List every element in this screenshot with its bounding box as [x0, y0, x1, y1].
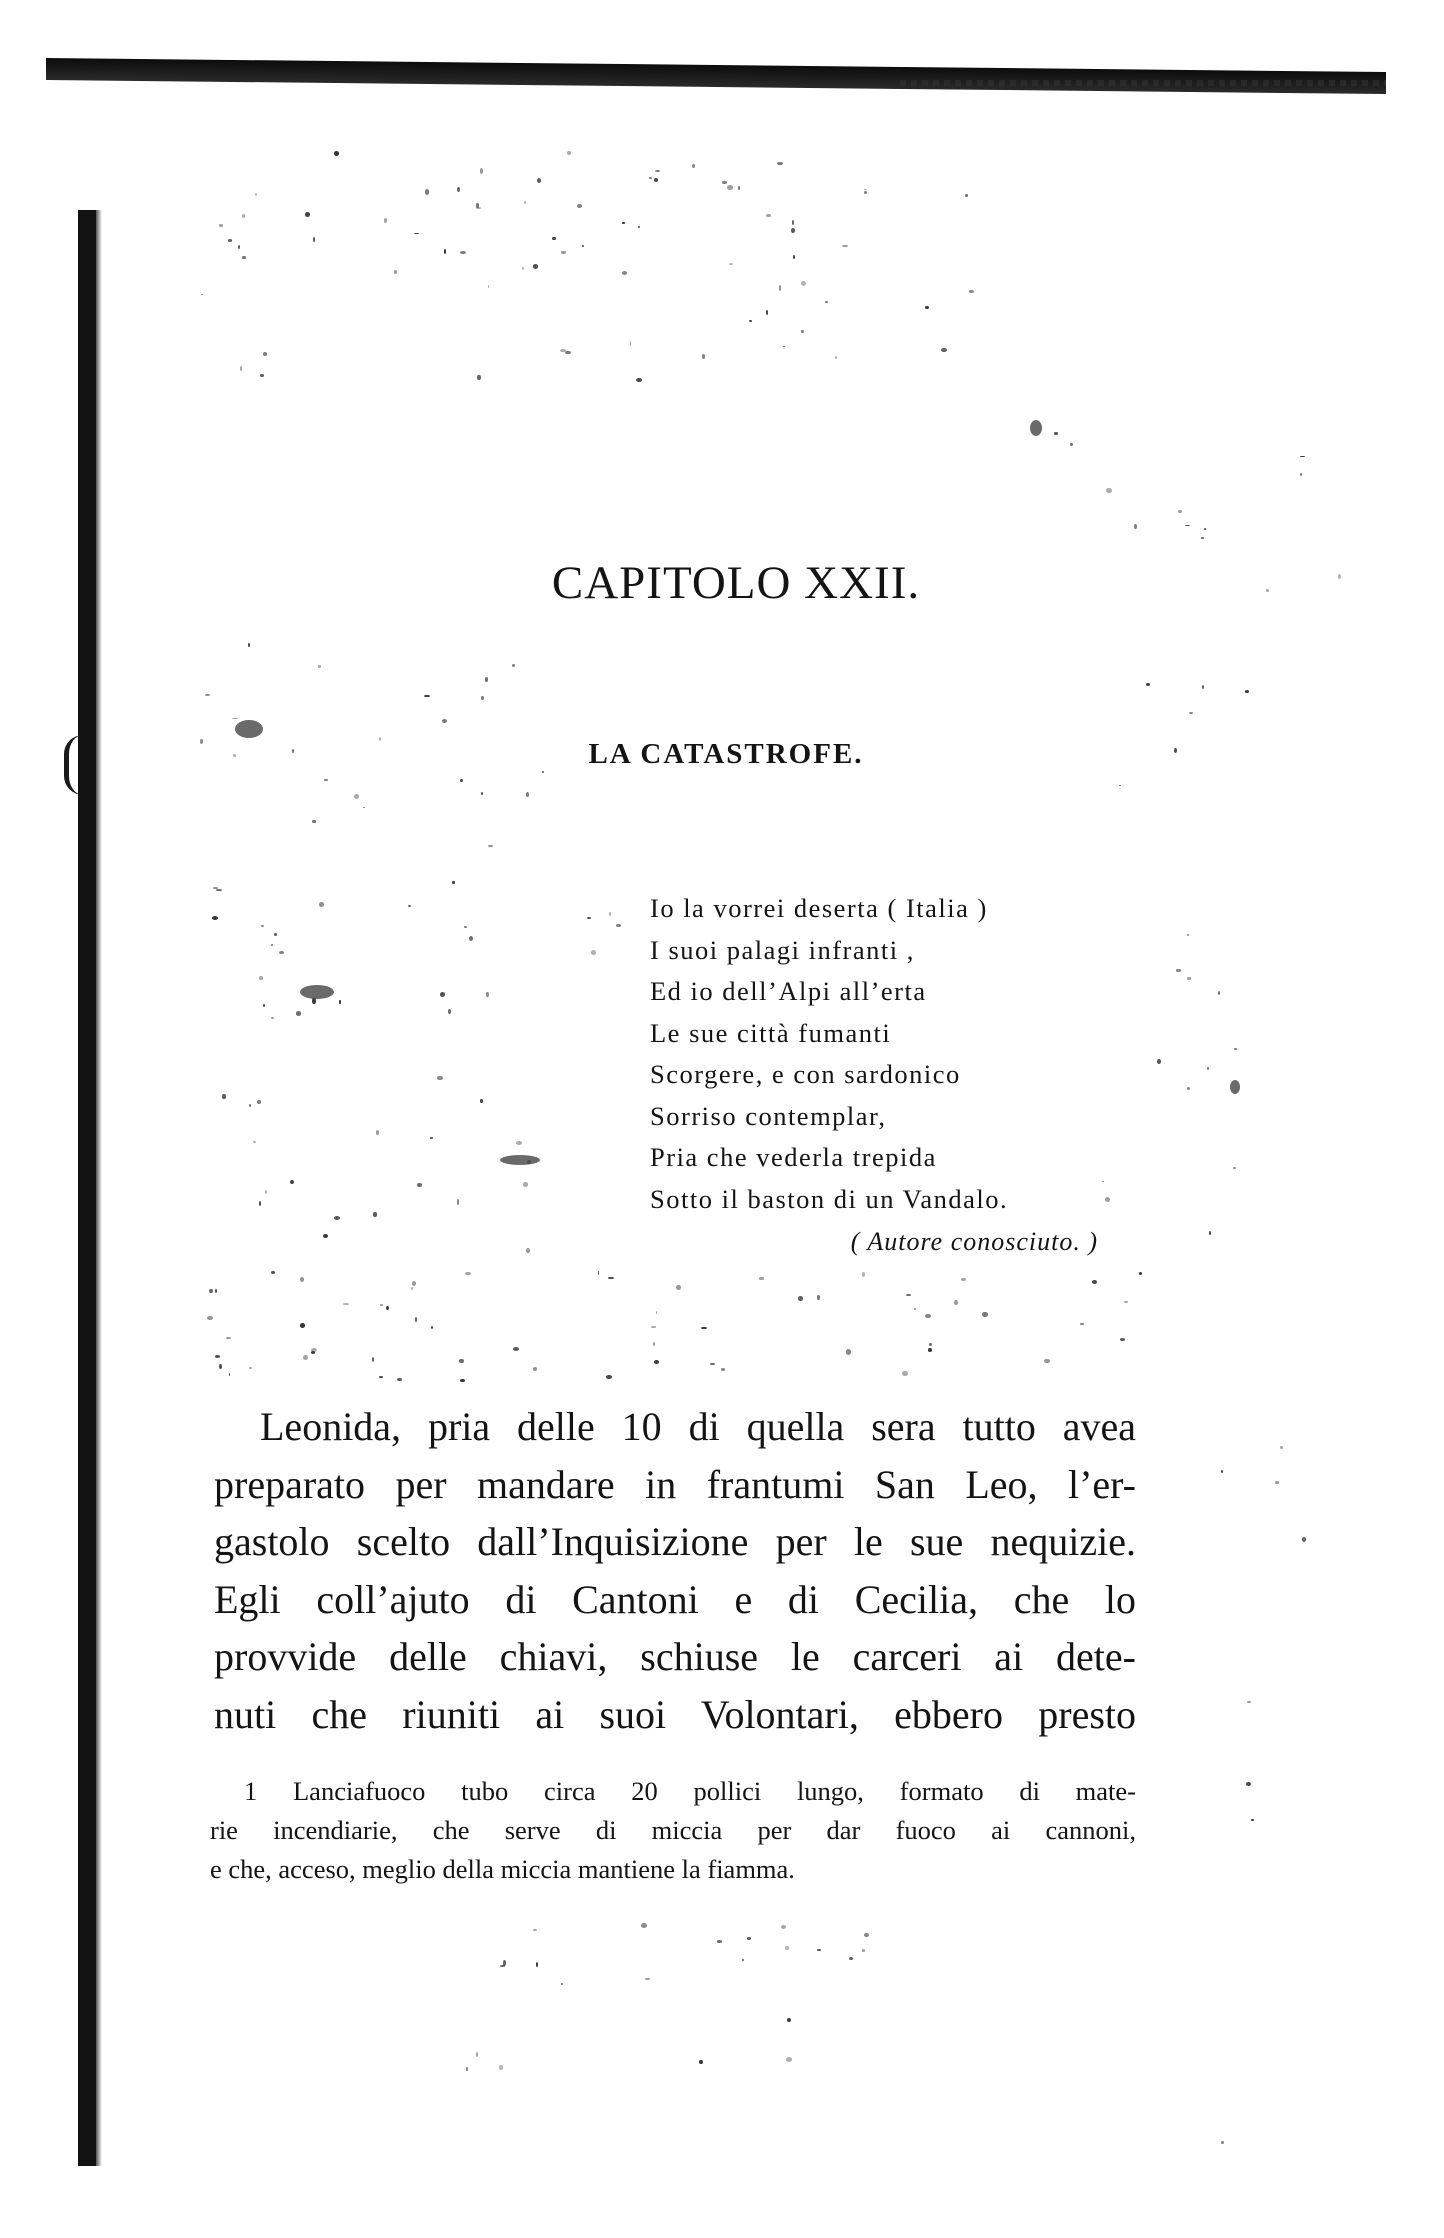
- scan-speck: [655, 170, 661, 172]
- scan-speck: [533, 1929, 537, 1931]
- body-line: Leonida, pria delle 10 di quella sera tutto avea: [260, 1404, 1136, 1449]
- scan-speck: [242, 256, 246, 258]
- scan-speck: [296, 1011, 301, 1015]
- body-line: gastolo scelto dall’Inquisizione per le sue nequizie.: [214, 1519, 1136, 1564]
- scan-speck: [941, 348, 947, 352]
- scan-speck: [343, 1303, 349, 1305]
- scan-speck: [1185, 525, 1190, 527]
- scan-speck: [786, 2057, 792, 2061]
- scan-speck: [312, 820, 315, 823]
- scan-speck: [354, 794, 359, 799]
- scan-speck: [448, 1009, 451, 1014]
- scan-speck: [1218, 991, 1220, 995]
- scan-speck: [263, 352, 267, 356]
- scan-speck: [253, 1141, 256, 1143]
- scan-speck: [469, 936, 473, 941]
- scan-speck: [702, 354, 705, 359]
- scan-speck: [248, 643, 250, 647]
- scan-speck: [522, 267, 525, 270]
- scan-speck: [606, 1375, 612, 1379]
- scan-speck: [465, 1272, 470, 1275]
- scan-speck: [1247, 1701, 1251, 1703]
- scan-speck: [925, 306, 929, 309]
- scan-speck: [1201, 537, 1204, 539]
- scan-speck: [460, 1379, 465, 1382]
- epigraph: [650, 888, 1120, 1264]
- scan-speck: [500, 1965, 505, 1967]
- scan-speck: [311, 1351, 316, 1354]
- scan-speck: [560, 349, 566, 352]
- scan-speck: [212, 916, 218, 920]
- scan-speck: [654, 1360, 659, 1364]
- epigraph-line: Ed io dell’Alpi all’erta: [650, 976, 927, 1006]
- scan-speck: [238, 245, 240, 249]
- scan-speck: [431, 1326, 433, 1329]
- scan-speck: [257, 1100, 260, 1104]
- scan-speck: [598, 1271, 600, 1275]
- scan-speck: [537, 178, 541, 183]
- scan-speck: [777, 162, 782, 165]
- scan-speck: [1178, 510, 1183, 513]
- scan-speck: [386, 1306, 389, 1310]
- scan-speck: [526, 792, 529, 797]
- scan-speck: [452, 881, 455, 883]
- scan-speck: [759, 1277, 764, 1280]
- scan-speck: [1139, 1272, 1143, 1275]
- scan-speck: [526, 1248, 530, 1253]
- scan-speck: [651, 1326, 656, 1328]
- scan-speck: [747, 1937, 751, 1940]
- scan-speck: [1207, 1067, 1209, 1069]
- body-line: Egli coll’ajuto di Cantoni e di Cecilia, che lo: [214, 1576, 1136, 1622]
- scan-speck: [411, 1287, 413, 1291]
- scan-speck: [1300, 456, 1305, 458]
- epigraph-line: Sorriso contemplar,: [650, 1100, 887, 1131]
- scan-speck: [542, 771, 545, 773]
- scan-speck: [1106, 488, 1111, 493]
- scan-speck: [561, 251, 566, 254]
- scan-speck: [616, 924, 621, 927]
- scan-speck: [954, 1300, 957, 1305]
- scan-speck: [339, 1000, 341, 1005]
- scan-speck: [459, 1359, 464, 1364]
- scan-speck: [488, 845, 494, 847]
- scan-speck: [215, 1289, 217, 1294]
- scan-speck: [864, 191, 867, 194]
- scan-top-edge: [46, 58, 1386, 94]
- scan-speck: [609, 912, 611, 917]
- scan-speck: [319, 902, 325, 907]
- scan-speck: [290, 1180, 294, 1184]
- scan-speck: [481, 696, 484, 700]
- scan-speck: [476, 2052, 478, 2057]
- scan-speck: [300, 1323, 306, 1328]
- scan-speck: [862, 1949, 865, 1952]
- scan-speck: [561, 1983, 563, 1986]
- scan-speck: [249, 1367, 251, 1369]
- scan-speck: [376, 1130, 379, 1135]
- scan-speck: [1080, 1323, 1085, 1325]
- scan-speck: [928, 1348, 932, 1353]
- scan-speck: [692, 164, 695, 168]
- scan-speck: [722, 181, 727, 183]
- scan-speck: [363, 807, 365, 809]
- scan-speck: [849, 1957, 853, 1960]
- scan-speck: [792, 220, 795, 225]
- scan-speck: [476, 207, 481, 209]
- scan-speck: [228, 239, 232, 241]
- scan-speck: [552, 237, 556, 241]
- scan-speck: [717, 1940, 722, 1943]
- scan-speck: [1176, 969, 1181, 971]
- scan-speck: [1187, 977, 1190, 980]
- scan-speck: [334, 151, 339, 156]
- scan-speck: [787, 2018, 791, 2022]
- epigraph-line: Scorgere, e con sardonico: [650, 1059, 961, 1089]
- scan-speck: [656, 1311, 658, 1315]
- scan-speck: [219, 224, 223, 227]
- scan-speck: [825, 301, 828, 303]
- chapter-subtitle: LA CATASTROFE.: [588, 738, 864, 770]
- scan-speck: [1054, 432, 1057, 435]
- scan-speck: [373, 1212, 378, 1216]
- scan-speck: [1280, 1446, 1283, 1449]
- scan-speck: [1221, 1470, 1223, 1473]
- scan-speck: [779, 285, 781, 290]
- scan-speck: [279, 951, 285, 955]
- scan-speck: [324, 779, 328, 781]
- scan-speck: [641, 1923, 646, 1928]
- scan-blotch: [1030, 420, 1042, 436]
- scan-blotch: [235, 720, 263, 738]
- scan-speck: [260, 374, 263, 378]
- scan-speck: [516, 1141, 521, 1145]
- scan-speck: [906, 1294, 911, 1296]
- scan-speck: [249, 1104, 251, 1107]
- scan-speck: [742, 1959, 744, 1961]
- scan-speck: [412, 1281, 416, 1286]
- scan-speck: [1120, 1338, 1125, 1341]
- scan-speck: [835, 356, 837, 359]
- scan-speck: [477, 375, 480, 380]
- scan-speck: [783, 346, 785, 348]
- body-paragraph: [214, 1398, 1136, 1743]
- scan-speck: [791, 228, 795, 233]
- scan-speck: [437, 1076, 443, 1081]
- scan-speck: [1189, 712, 1194, 715]
- scan-speck: [565, 351, 571, 355]
- scan-speck: [261, 925, 264, 927]
- scan-speck: [798, 1296, 803, 1301]
- scan-speck: [394, 270, 397, 274]
- scan-speck: [265, 1190, 267, 1194]
- scan-speck: [914, 1308, 916, 1310]
- scan-speck: [300, 1277, 304, 1282]
- scan-speck: [577, 204, 582, 208]
- scan-speck: [622, 222, 624, 224]
- scan-speck: [567, 151, 571, 155]
- scan-speck: [817, 1949, 821, 1951]
- footnote-line: e che, acceso, meglio della miccia mantiene la fiamma.: [210, 1854, 795, 1884]
- scan-speck: [232, 718, 238, 720]
- scan-speck: [408, 905, 411, 907]
- scan-speck: [701, 1327, 706, 1329]
- scan-speck: [582, 245, 584, 247]
- scan-speck: [417, 1183, 422, 1186]
- scan-speck: [902, 1371, 907, 1376]
- scan-speck: [842, 245, 848, 247]
- scan-speck: [1204, 528, 1206, 530]
- scan-speck: [415, 1317, 418, 1322]
- scan-speck: [255, 193, 257, 196]
- epigraph-line: Io la vorrei deserta ( Italia ): [650, 893, 988, 923]
- scan-speck: [1187, 1087, 1190, 1090]
- scan-speck: [263, 1004, 265, 1008]
- footnote-line: 1 Lanciafuoco tubo circa 20 pollici lungo, formato di mate-: [244, 1776, 1136, 1806]
- scan-speck: [654, 178, 658, 181]
- scan-speck: [653, 1342, 655, 1346]
- scan-speck: [699, 2060, 703, 2064]
- scan-speck: [1044, 1359, 1049, 1364]
- scan-speck: [240, 366, 242, 371]
- body-line: nuti che riuniti ai suoi Volontari, ebbero presto: [214, 1691, 1136, 1737]
- scan-speck: [305, 212, 310, 217]
- scan-speck: [738, 186, 741, 190]
- epigraph-line: Le sue città fumanti: [650, 1017, 892, 1048]
- scan-speck: [464, 926, 466, 929]
- scan-speck: [925, 1314, 931, 1318]
- body-line: preparato per mandare in frantumi San Leo, l’er-: [214, 1461, 1136, 1507]
- epigraph-attribution: ( Autore conosciuto. ): [850, 1227, 1098, 1256]
- scan-speck: [1234, 1048, 1237, 1050]
- scan-speck: [1221, 2141, 1224, 2144]
- scan-speck: [536, 1962, 538, 1967]
- scan-speck: [1134, 524, 1137, 529]
- scan-speck: [271, 1017, 274, 1020]
- scan-speck: [965, 194, 968, 197]
- scan-speck: [1233, 1167, 1236, 1169]
- scan-speck: [457, 1199, 459, 1204]
- scan-speck: [274, 933, 277, 936]
- scan-speck: [259, 976, 263, 979]
- scan-speck: [271, 1271, 275, 1275]
- scan-speck: [817, 1295, 820, 1300]
- scan-speck: [312, 998, 315, 1003]
- scan-speck: [622, 271, 627, 275]
- scan-speck: [1246, 1782, 1251, 1786]
- footnote-line: rie incendiarie, che serve di miccia per dar fuoco ai cannoni,: [210, 1815, 1136, 1845]
- scan-speck: [710, 1363, 716, 1366]
- scan-speck: [226, 1337, 230, 1339]
- scan-speck: [486, 992, 488, 997]
- scan-speck: [649, 177, 653, 179]
- scan-binding-shadow: [96, 210, 102, 2166]
- footnote: [210, 1772, 1136, 1889]
- scan-speck: [533, 1367, 538, 1371]
- scan-blotch: [1230, 1080, 1240, 1094]
- scan-speck: [1245, 690, 1250, 693]
- scan-speck: [414, 233, 418, 235]
- scan-speck: [513, 1347, 519, 1351]
- scan-speck: [201, 294, 203, 296]
- scan-speck: [242, 214, 246, 217]
- scan-speck: [1202, 685, 1204, 689]
- scan-speck: [781, 1925, 786, 1929]
- scan-speck: [207, 1316, 213, 1320]
- scan-speck: [727, 185, 733, 189]
- scan-speck: [676, 1285, 681, 1290]
- scan-speck: [1275, 1481, 1279, 1484]
- scan-speck: [219, 1364, 223, 1369]
- body-line: provvide delle chiavi, schiuse le carceri ai dete-: [214, 1634, 1136, 1679]
- scan-speck: [982, 1312, 987, 1317]
- scan-speck: [480, 168, 483, 173]
- scan-speck: [638, 226, 641, 228]
- scan-speck: [209, 1289, 213, 1294]
- scan-speck: [1300, 473, 1303, 476]
- scan-speck: [485, 677, 488, 682]
- scan-speck: [749, 320, 752, 323]
- scan-binding-edge: [78, 210, 96, 2166]
- scan-speck: [929, 1343, 931, 1346]
- scan-speck: [961, 1278, 967, 1281]
- scan-speck: [460, 779, 463, 782]
- scan-speck: [523, 1182, 528, 1186]
- scan-speck: [591, 950, 596, 955]
- scan-speck: [318, 665, 320, 668]
- scan-speck: [1146, 683, 1149, 687]
- scan-speck: [380, 1304, 382, 1306]
- scan-speck: [444, 249, 446, 253]
- scan-speck: [1209, 1231, 1211, 1234]
- scan-speck: [721, 1368, 725, 1371]
- scan-speck: [1119, 785, 1121, 787]
- scan-speck: [480, 1099, 483, 1104]
- scan-speck: [1070, 443, 1073, 446]
- scan-speck: [215, 1355, 220, 1358]
- scan-blotch: [300, 985, 334, 999]
- scan-speck: [216, 889, 222, 891]
- scan-speck: [424, 695, 430, 697]
- scan-speck: [303, 1355, 308, 1360]
- scan-speck: [729, 263, 733, 265]
- scan-speck: [1157, 1059, 1161, 1064]
- scan-speck: [864, 1933, 869, 1938]
- scan-speck: [636, 378, 642, 382]
- scan-blotch: [500, 1155, 540, 1165]
- scan-speck: [440, 992, 445, 997]
- scan-speck: [334, 1216, 340, 1220]
- scan-speck: [630, 341, 632, 346]
- scan-speck: [384, 218, 387, 223]
- scan-speck: [533, 264, 538, 268]
- scan-speck: [205, 694, 210, 696]
- scan-speck: [969, 290, 974, 293]
- scan-speck: [1251, 1819, 1254, 1822]
- scan-speck: [442, 719, 448, 723]
- scan-speck: [846, 1349, 851, 1354]
- scan-speck: [457, 187, 460, 192]
- scan-speck: [512, 664, 516, 667]
- scan-speck: [488, 285, 490, 288]
- chapter-title: CAPITOLO XXII.: [551, 557, 921, 609]
- scan-speck: [313, 237, 315, 242]
- scan-speck: [430, 1137, 434, 1139]
- scan-speck: [862, 1272, 865, 1277]
- scan-speck: [425, 189, 430, 194]
- scan-speck: [608, 1277, 613, 1279]
- scan-speck: [259, 1201, 261, 1206]
- scan-speck: [229, 1373, 231, 1375]
- scan-speck: [372, 1357, 374, 1362]
- scan-speck: [481, 792, 484, 794]
- scan-speck: [379, 1376, 383, 1378]
- scan-speck: [1302, 1537, 1307, 1542]
- scan-speck: [801, 330, 804, 334]
- epigraph-line: I suoi palagi infranti ,: [650, 934, 915, 965]
- scan-speck: [499, 2065, 503, 2070]
- scan-speck: [793, 255, 795, 259]
- scan-speck: [1092, 1280, 1096, 1284]
- scan-speck: [645, 1978, 650, 1980]
- scan-speck: [1124, 1301, 1128, 1303]
- scan-speck: [801, 281, 806, 286]
- epigraph-line: Sotto il baston di un Vandalo.: [650, 1183, 1009, 1214]
- scan-speck: [766, 310, 768, 314]
- scan-speck: [524, 201, 526, 204]
- scan-speck: [1187, 934, 1190, 936]
- scan-top-edge-fade: [900, 80, 1386, 86]
- scan-speck: [587, 917, 591, 919]
- scan-speck: [222, 1094, 226, 1098]
- scan-speck: [785, 1946, 789, 1950]
- epigraph-line: Pria che vederla trepida: [650, 1142, 937, 1172]
- scan-speck: [397, 1378, 402, 1381]
- scan-speck: [460, 251, 466, 254]
- scan-speck: [766, 214, 771, 218]
- scan-speck: [323, 1234, 328, 1238]
- scan-speck: [271, 944, 273, 947]
- scan-speck: [466, 2067, 468, 2071]
